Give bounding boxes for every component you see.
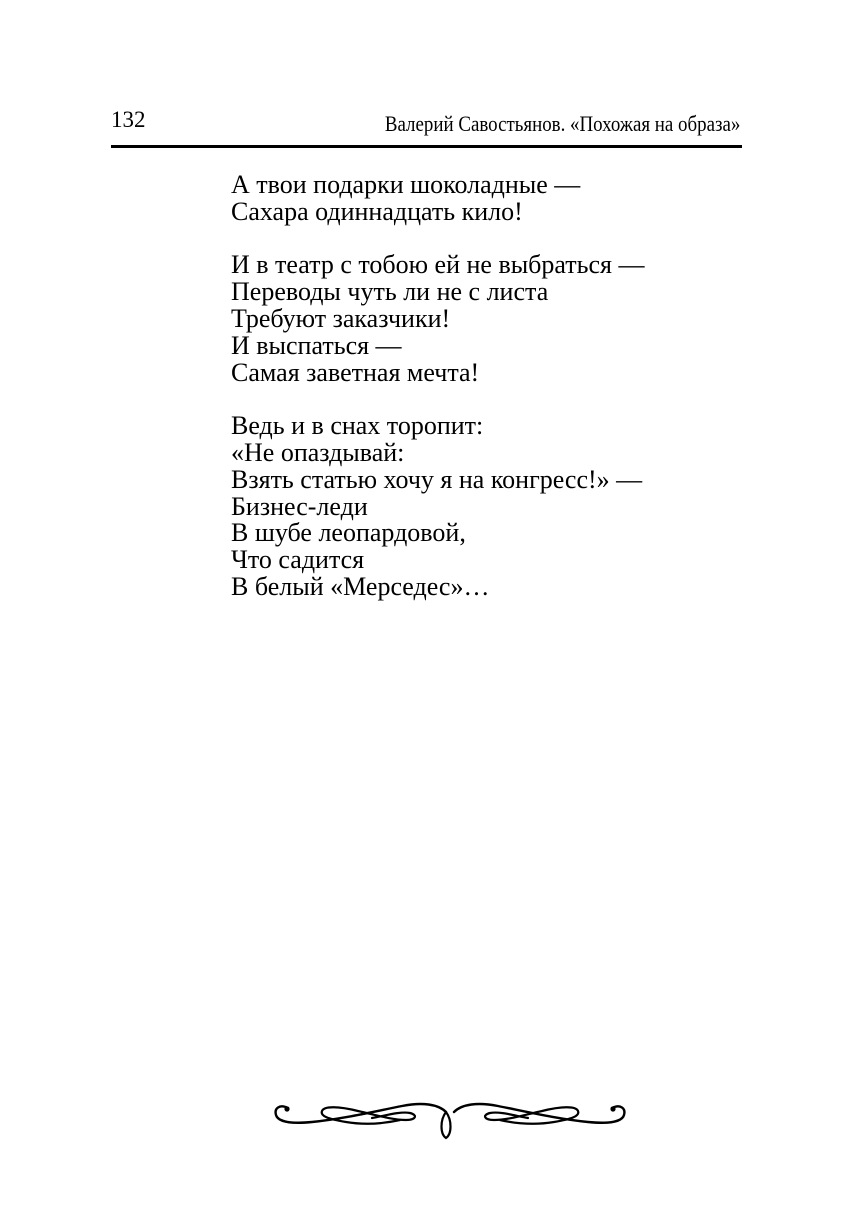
running-title: Валерий Савостьянов. «Похожая на образа» — [384, 111, 740, 136]
poem-line: Что садится — [231, 545, 365, 575]
page-number: 132 — [111, 107, 146, 132]
poem-line: Переводы чуть ли не с листа — [231, 277, 549, 307]
stanza — [231, 252, 645, 386]
stanza — [231, 172, 645, 226]
flourish-divider-icon — [272, 1098, 628, 1148]
poem-line: Самая заветная мечта! — [231, 357, 480, 387]
poem-line: Взять статью хочу я на конгресс!» — — [231, 464, 643, 494]
poem-line: «Не опаздывай: — [231, 437, 405, 467]
poem-line: И выспаться — — [231, 330, 402, 360]
poem-line: Сахара одиннадцать кило! — [231, 196, 523, 226]
page-header — [111, 106, 742, 142]
poem-line: Ведь и в снах торопит: — [231, 411, 484, 441]
poem-line: Требуют заказчики! — [231, 303, 451, 333]
poem-line: В белый «Мерседес»… — [231, 571, 490, 601]
header-rule — [111, 145, 742, 148]
poem-line: И в театр с тобою ей не выбраться — — [231, 250, 645, 280]
poem — [231, 172, 645, 628]
stanza — [231, 413, 645, 601]
poem-line: В шубе леопардовой, — [231, 518, 466, 548]
poem-line: Бизнес-леди — [231, 491, 368, 521]
poem-line: А твои подарки шоколадные — — [231, 170, 581, 199]
